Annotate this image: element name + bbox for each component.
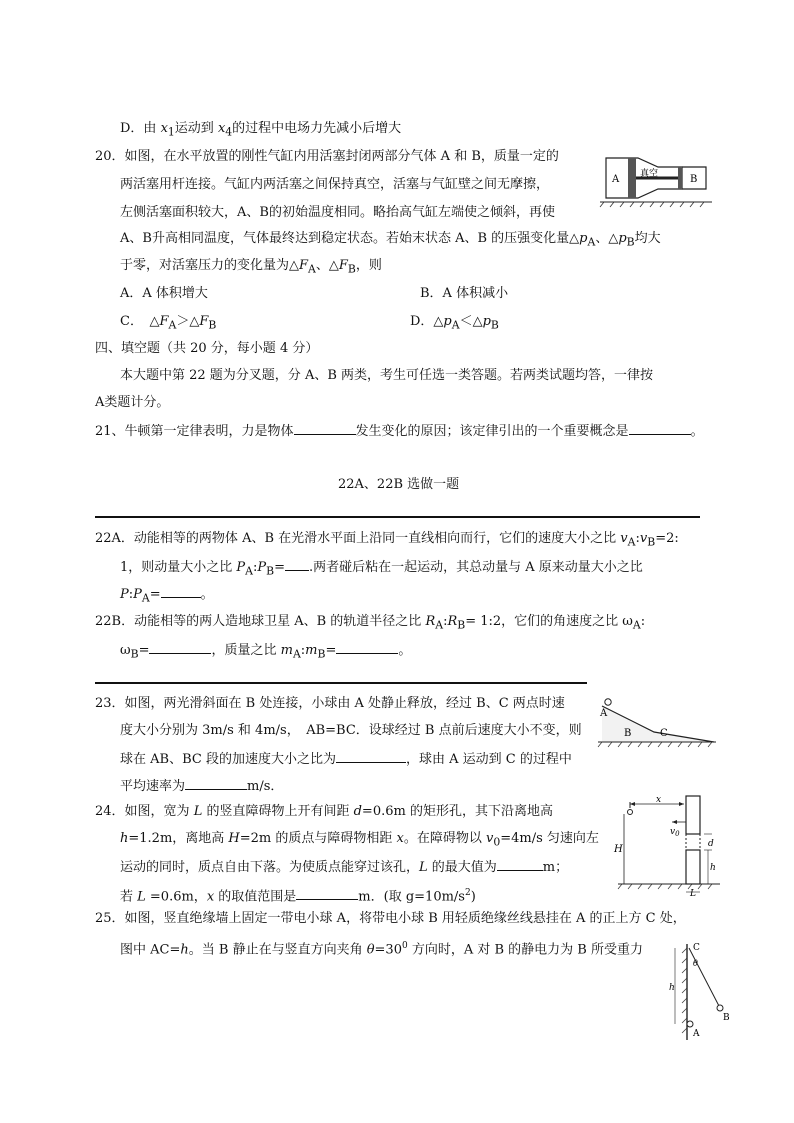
q20-option-c: C． $\triangle F_A>\triangle F_B$ <box>120 314 217 332</box>
q20-line-2: 两活塞用杆连接。气缸内两活塞之间保持真空，活塞与气缸壁之间无摩擦， <box>120 177 550 192</box>
svg-text:A: A <box>612 174 620 185</box>
particle <box>628 810 633 815</box>
svg-text:h: h <box>710 863 716 873</box>
svg-text:h: h <box>669 983 675 993</box>
q20-cylinder-figure <box>600 150 715 210</box>
divider-bottom <box>95 682 587 684</box>
ball <box>605 699 611 705</box>
q21-blank-2 <box>629 421 691 435</box>
svg-text:H: H <box>614 844 623 855</box>
section-4-intro-1: 本大题中第 22 题为分叉题，分 A、B 两类，考生可任选一类答题。若两类试题均答，一律按 <box>120 368 654 383</box>
svg-text:C: C <box>660 728 668 739</box>
q24-line-1: 24．如图，宽为 L 的竖直障碍物上开有间距 d=0.6m 的矩形孔，其下沿离地高 <box>95 804 553 819</box>
q20-option-b: B．A 体积减小 <box>420 286 509 301</box>
svg-text:真空: 真空 <box>640 169 659 179</box>
svg-text:θ: θ <box>693 959 698 968</box>
svg-text:x: x <box>656 795 662 805</box>
q23-line-1: 23．如图，两光滑斜面在 B 处连接，小球由 A 处静止释放，经过 B、C 两点时速 <box>95 696 565 711</box>
q25-wall-figure <box>655 940 735 1044</box>
q20-line-4: A、B升高相同温度，气体最终达到稳定状态。若始末状态 A、B 的压强变化量$\triangle p_A$、$\triangle p_B$均大 <box>120 231 661 249</box>
svg-text:v0: $v_0$ <box>670 827 680 838</box>
right-piston <box>678 167 682 189</box>
svg-text:A: A <box>693 1029 700 1039</box>
svg-text:d: d <box>708 839 714 849</box>
q23-blank-2 <box>185 776 247 790</box>
q23-line-2: 度大小分别为 3m/s 和 4m/s， AB=BC．设球经过 B 点前后速度大小不变，则 <box>120 723 582 738</box>
q22b-line-2: $\omega_B=$ ，质量之比 $m_A:m_B=$ 。 <box>120 640 411 664</box>
q24-obstacle-figure <box>612 792 722 899</box>
q20-line-1: 20．如图，在水平放置的刚性气缸内用活塞封闭两部分气体 A 和 B，质量一定的 <box>95 149 559 164</box>
q20-line-5: 于零，对活塞压力的变化量为$\triangle F_A$、$\triangle F_B$，则 <box>120 258 382 276</box>
q23-line-4: 平均速率为 m/s． <box>120 776 283 796</box>
svg-text:B: B <box>624 728 632 739</box>
q24-blank-1 <box>497 857 543 871</box>
section-4-title: 四、填空题（共 20 分，每小题 4 分） <box>95 341 319 356</box>
q22b-line-1: 22B．动能相等的两人造地球卫星 A、B 的轨道半径之比 $R_A:R_B=$ 1:2，它们的角速度之比 $\omega_A$: <box>95 614 646 632</box>
q23-slope-figure <box>598 692 718 750</box>
svg-text:L: L <box>690 889 696 899</box>
q22-heading: 22A、22B 选做一题 <box>338 477 460 492</box>
svg-text:B: B <box>723 1013 730 1023</box>
q22b-blank-2 <box>336 640 398 654</box>
q19-option-d: D．由 $x_1$运动到 $x_4$的过程中电场力先减小后增大 <box>120 121 402 139</box>
q25-line-2: 图中 AC=h。当 B 静止在与竖直方向夹角 $\theta=30^0$ 方向时，A 对 B 的静电力为 B 所受重力 <box>120 941 643 958</box>
q24-line-4: 若 L =0.6m，x 的取值范围是 m．(取 $g=10m/s^2$) <box>120 888 476 905</box>
q24-line-3: 运动的同时，质点自由下落。为使质点能穿过该孔，L 的最大值为 m； <box>120 857 568 877</box>
q20-option-a: A．A 体积增大 <box>120 286 208 301</box>
q20-line-3: 左侧活塞面积较大，A、B的初始温度相同。略抬高气缸左端使之倾斜，再使 <box>120 205 555 220</box>
divider-top <box>95 516 700 518</box>
q25-line-1: 25．如图，竖直绝缘墙上固定一带电小球 A，将带电小球 B 用轻质绝缘丝线悬挂在 A 的正上方 C 处， <box>95 911 686 926</box>
svg-text:C: C <box>693 943 700 953</box>
q24-blank-2 <box>296 886 358 900</box>
q24-line-2: h=1.2m，离地高 H=2m 的质点与障碍物相距 x。在障碍物以 $v_0=4m/s$ 匀速向左 <box>120 831 599 849</box>
q23-line-3: 球在 AB、BC 段的加速度大小之比为 ，球由 A 运动到 C 的过程中 <box>120 749 572 769</box>
q22b-blank-1 <box>149 640 211 654</box>
q20-option-d: D．$\triangle p_A<\triangle p_B$ <box>410 314 499 332</box>
obstacle-bottom <box>686 850 700 884</box>
section-4-intro-2: A类题计分。 <box>95 395 170 410</box>
ball-b <box>717 1005 723 1011</box>
q21-line: 21、牛顿第一定律表明，力是物体 发生变化的原因；该定律引出的一个重要概念是 。 <box>95 421 704 441</box>
obstacle-top <box>686 796 700 834</box>
ball-a <box>687 1021 693 1027</box>
q21-blank-1 <box>294 421 356 435</box>
left-piston <box>628 158 636 198</box>
q22a-line-3: $P:P_A=$ 。 <box>120 584 214 608</box>
svg-text:B: B <box>690 174 698 185</box>
q23-blank-1 <box>336 749 406 763</box>
q22a-blank-2 <box>161 584 201 598</box>
svg-text:A: A <box>600 708 608 719</box>
q22a-line-1: 22A．动能相等的两物体 A、B 在光滑水平面上沿同一直线相向而行，它们的速度大小之比 $v_A:v_B=2$: <box>95 531 679 549</box>
q22a-blank-1 <box>285 557 309 571</box>
q22a-line-2: 1，则动量大小之比 $P_A:P_B=$ .两者碰后粘在一起运动，其总动量与 A 原来动量大小之比 <box>120 557 643 581</box>
